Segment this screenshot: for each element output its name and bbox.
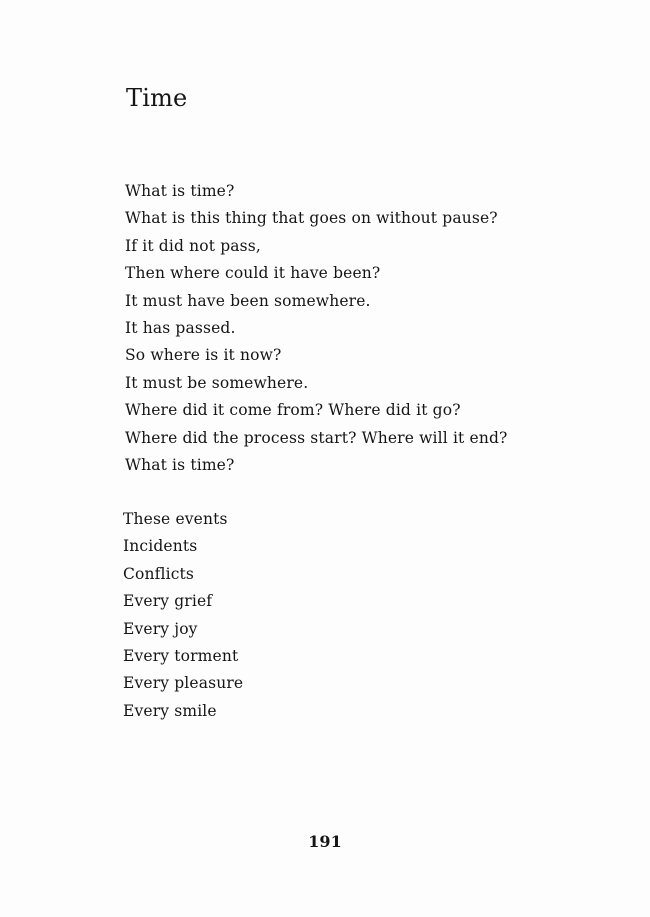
poem-line: Every joy [123, 619, 198, 638]
poem-line: Every grief [123, 592, 213, 611]
poem-line: These events [123, 510, 228, 528]
stanza-1 [125, 178, 508, 479]
poem-title: Time [126, 84, 188, 112]
poem-line: It must be somewhere. [125, 373, 309, 392]
poem-line: Conflicts [123, 564, 195, 583]
poem-line: Where did the process start? Where will it end? [125, 428, 508, 447]
poem-line: Then where could it have been? [125, 264, 381, 283]
page-number: 191 [308, 832, 342, 851]
poem-line: What is time? [125, 182, 235, 200]
poem-line: Every smile [123, 701, 217, 720]
poem-line: Every torment [123, 646, 239, 665]
poem-line: It must have been somewhere. [125, 291, 371, 310]
poem-line: So where is it now? [125, 346, 282, 365]
stanza-2 [123, 506, 243, 725]
poem-line: Every pleasure [123, 674, 244, 693]
poem-line: Incidents [123, 537, 198, 556]
poem-line: If it did not pass, [125, 236, 261, 255]
poem-line: Where did it come from? Where did it go? [125, 401, 461, 420]
poem-line: It has passed. [125, 318, 236, 337]
poem-line: What is time? [125, 455, 235, 474]
poem-line: What is this thing that goes on without pause? [125, 209, 498, 228]
